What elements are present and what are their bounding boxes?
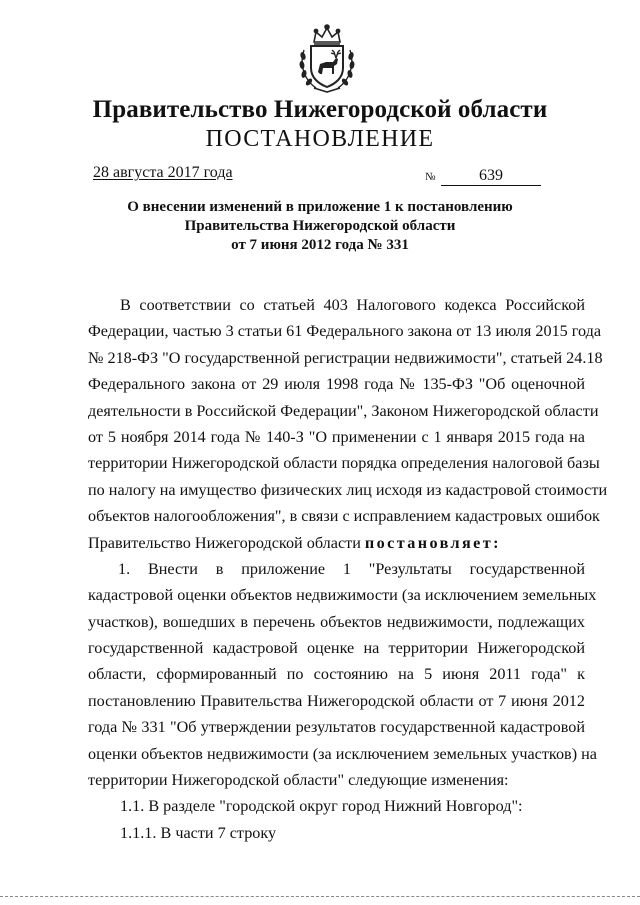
body-line: постановлению Правительства Нижегородской области от 7 июня 2012 <box>88 691 585 710</box>
body-line: территории Нижегородской области" следующие изменения: <box>88 771 509 790</box>
body-line: области, сформированный по состоянию на 5 июня 2011 года" к <box>88 665 585 684</box>
coat-of-arms-emblem <box>296 22 358 94</box>
document-date: 28 августа 2017 года <box>93 164 233 181</box>
body-line: оценки объектов недвижимости (за исключением земельных участков) на <box>88 744 597 763</box>
subject-line: Правительства Нижегородской области <box>184 218 456 234</box>
body-line: В соответствии со статьей 403 Налогового кодекса Российской <box>120 296 585 314</box>
body-line: территории Нижегородской области порядка определения налоговой базы <box>88 454 600 473</box>
body-line: от 5 ноября 2014 года № 140-З "О применении с 1 января 2015 года на <box>88 427 585 446</box>
body-line: 1. Внести в приложение 1 "Результаты государственной <box>118 559 585 578</box>
subject-line: от 7 июня 2012 года № 331 <box>231 237 409 253</box>
decree-word: постановляет: <box>364 533 501 552</box>
body-line: кадастровой оценки объектов недвижимости (за исключением земельных <box>88 586 597 605</box>
page-bottom-rule <box>0 896 640 897</box>
body-line: № 218-ФЗ "О государственной регистрации недвижимости", статьей 24.18 <box>88 348 603 367</box>
body-line: участков), вошедших в перечень объектов недвижимости, подлежащих <box>88 612 585 631</box>
body-line: деятельности в Российской Федерации", Законом Нижегородской области <box>88 401 599 420</box>
body-line: объектов налогообложения", в связи с исправлением кадастровых ошибок <box>88 507 600 526</box>
document-number: 639 <box>441 167 541 186</box>
document-type: ПОСТАНОВЛЕНИЕ <box>205 126 435 152</box>
body-line: государственной кадастровой оценке на территории Нижегородской <box>88 639 585 658</box>
body-line: по налогу на имущество физических лиц исходя из кадастровой стоимости <box>88 480 608 499</box>
body-line-decree <box>88 530 585 556</box>
body-line: Федерального закона от 29 июля 1998 года № 135-ФЗ "Об оценочной <box>88 375 585 394</box>
body-text: Правительство Нижегородской области <box>88 533 361 552</box>
government-title: Правительство Нижегородской области <box>92 96 548 123</box>
document-body <box>88 292 608 846</box>
subject-line: О внесении изменений в приложение 1 к постановлению <box>127 199 513 215</box>
clause-1-1-1: 1.1.1. В части 7 строку <box>120 823 277 842</box>
document-subject <box>0 198 640 255</box>
body-line: Федерации, частью 3 статьи 61 Федерального закона от 13 июля 2015 года <box>88 322 602 341</box>
number-sign: № <box>425 171 436 183</box>
body-line: года № 331 "Об утверждении результатов государственной кадастровой <box>88 718 585 737</box>
clause-1-1: 1.1. В разделе "городской округ город Нижний Новгород": <box>120 797 523 816</box>
